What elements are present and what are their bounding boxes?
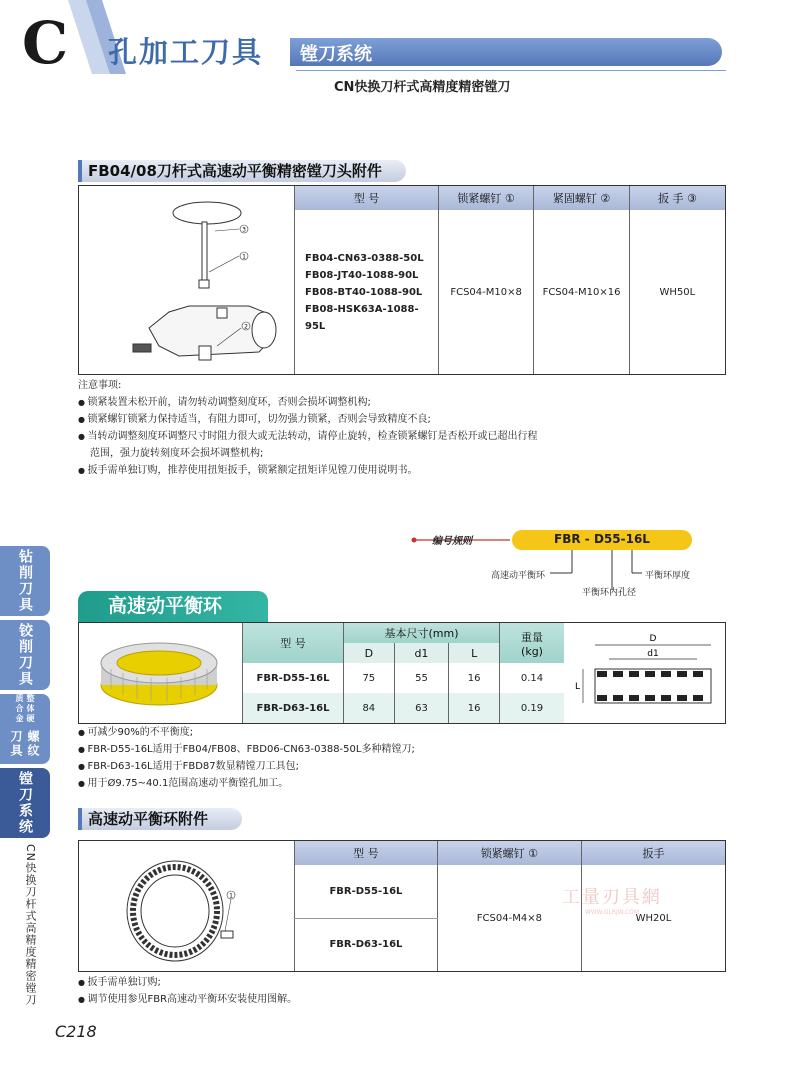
ring-accessory-drawing	[125, 855, 305, 963]
section3-table	[78, 840, 726, 972]
page-number: C218	[55, 1022, 97, 1041]
note-item: ● FBR-D55-16L适用于FB04/FB08、FBD06-CN63-0388-50L多种精镗刀;	[78, 741, 415, 758]
callout-1: 1	[229, 892, 233, 900]
boring-head-drawing	[109, 196, 309, 368]
section2-title: 高速动平衡环	[78, 591, 268, 622]
sidetab-boring[interactable]: 镗刀系统	[0, 768, 50, 838]
code-part-1: 高速动平衡环	[491, 571, 546, 581]
sidetab-subtitle: CN快换刀杆式高精度精密镗刀	[24, 844, 37, 1006]
section2-table	[78, 622, 726, 724]
note-item: ● 锁紧装置未松开前，请勿转动调整刻度环，否则会损坏调整机构;	[78, 394, 538, 411]
category-title: 镗刀系统	[300, 44, 372, 65]
col-d1: d1	[394, 643, 449, 663]
col-weight: 重量 (kg)	[500, 623, 565, 663]
lock-screw-value: FCS04-M4×8	[437, 865, 581, 971]
note-item: ● FBR-D63-16L适用于FBD87数显精镗刀工具包;	[78, 758, 415, 775]
wrench-cell	[561, 865, 725, 971]
callout-1: 1	[242, 253, 246, 261]
notes1	[78, 377, 538, 479]
ring-dimension-drawing	[569, 629, 719, 719]
table-row: FBR-D63-16L 84 63 16 0.19	[243, 693, 565, 723]
wrench-value: WH20L	[635, 912, 672, 924]
code-rule-code: FBR - D55-16L	[554, 532, 650, 546]
notes1-title: 注意事项:	[78, 380, 122, 391]
section3-title: 高速动平衡环附件	[78, 808, 242, 830]
col-L: L	[449, 643, 500, 663]
fix-screw-value: FCS04-M10×16	[534, 210, 630, 374]
sidetab-reaming[interactable]: 铰削刀具	[0, 620, 50, 690]
col-basic-size: 基本尺寸(mm)	[344, 623, 500, 643]
note-item: ● 用于Ø9.75~40.1范围高速动平衡镗孔加工。	[78, 775, 415, 792]
note-item: ● 当转动调整刻度环调整尺寸时阻力很大或无法转动，请停止旋转，检查锁紧螺钉是否松开或已超出行程	[78, 428, 538, 445]
dim-label-L: L	[575, 682, 581, 692]
model-list: FB04-CN63-0388-50L FB08-JT40-1088-90L FB08-BT40-1088-90L FB08-HSK63A-1088-95L	[295, 210, 439, 374]
page-title: 孔加工刀具	[108, 35, 264, 69]
callout-2: 2	[244, 323, 248, 331]
lock-screw-value: FCS04-M10×8	[438, 210, 533, 374]
notes3	[78, 974, 297, 1008]
section3-spec-table	[294, 841, 725, 971]
section1-spec-table	[294, 186, 725, 374]
balance-ring-image	[97, 641, 222, 709]
note-item: ● 锁紧螺钉锁紧力保持适当，有阻力即可，切勿强力锁紧，否则会导致精度不良;	[78, 411, 538, 428]
note-item: ● 可减少90%的不平衡度;	[78, 724, 415, 741]
col-model: 型 号	[295, 186, 439, 210]
code-rule-label: 编号规则	[432, 536, 472, 547]
table-row: FBR-D55-16L 75 55 16 0.14	[243, 663, 565, 693]
code-part-3: 平衡环厚度	[645, 571, 691, 581]
model-cell: FBR-D63-16L	[295, 918, 438, 971]
note-item: 范围，强力旋转刻度环会损坏调整机构;	[90, 448, 264, 459]
note-item: ● 调节使用参见FBR高速动平衡环安装使用图解。	[78, 991, 297, 1008]
col-wrench: 扳手	[581, 841, 725, 865]
col-lock-screw: 锁紧螺钉 ①	[438, 186, 533, 210]
section1-title: FB04/08刀杆式高速动平衡精密镗刀头附件	[78, 160, 406, 182]
model-cell: FBR-D55-16L	[295, 865, 438, 918]
code-part-2: 平衡环内孔径	[582, 588, 637, 598]
sidetab-threading[interactable]: 整体硬质合金 螺纹刀具	[0, 694, 50, 764]
dim-label-d1: d1	[647, 649, 659, 659]
col-wrench: 扳 手 ③	[629, 186, 725, 210]
section1-table	[78, 185, 726, 375]
col-fix-screw: 紧固螺钉 ②	[534, 186, 630, 210]
wrench-value: WH50L	[629, 210, 725, 374]
notes2	[78, 724, 415, 792]
note-item: ● 扳手需单独订购，推荐使用扭矩扳手，锁紧额定扭矩详见镗刀使用说明书。	[78, 462, 538, 479]
col-model: 型 号	[243, 623, 344, 663]
sidetab-drilling[interactable]: 钻削刀具	[0, 546, 50, 616]
callout-3: 3	[242, 226, 246, 234]
chapter-letter: C	[22, 9, 69, 77]
note-item: ● 扳手需单独订购;	[78, 974, 297, 991]
page-subtitle: CN快换刀杆式高精度精密镗刀	[334, 80, 511, 95]
col-lock-screw: 锁紧螺钉 ①	[437, 841, 581, 865]
col-model: 型 号	[295, 841, 438, 865]
dim-label-D: D	[649, 634, 657, 644]
watermark: 工量刃具網 WWW.GLRJW.COM	[561, 887, 662, 916]
col-D: D	[344, 643, 395, 663]
section2-spec-table	[242, 623, 564, 723]
header-divider	[296, 70, 726, 71]
